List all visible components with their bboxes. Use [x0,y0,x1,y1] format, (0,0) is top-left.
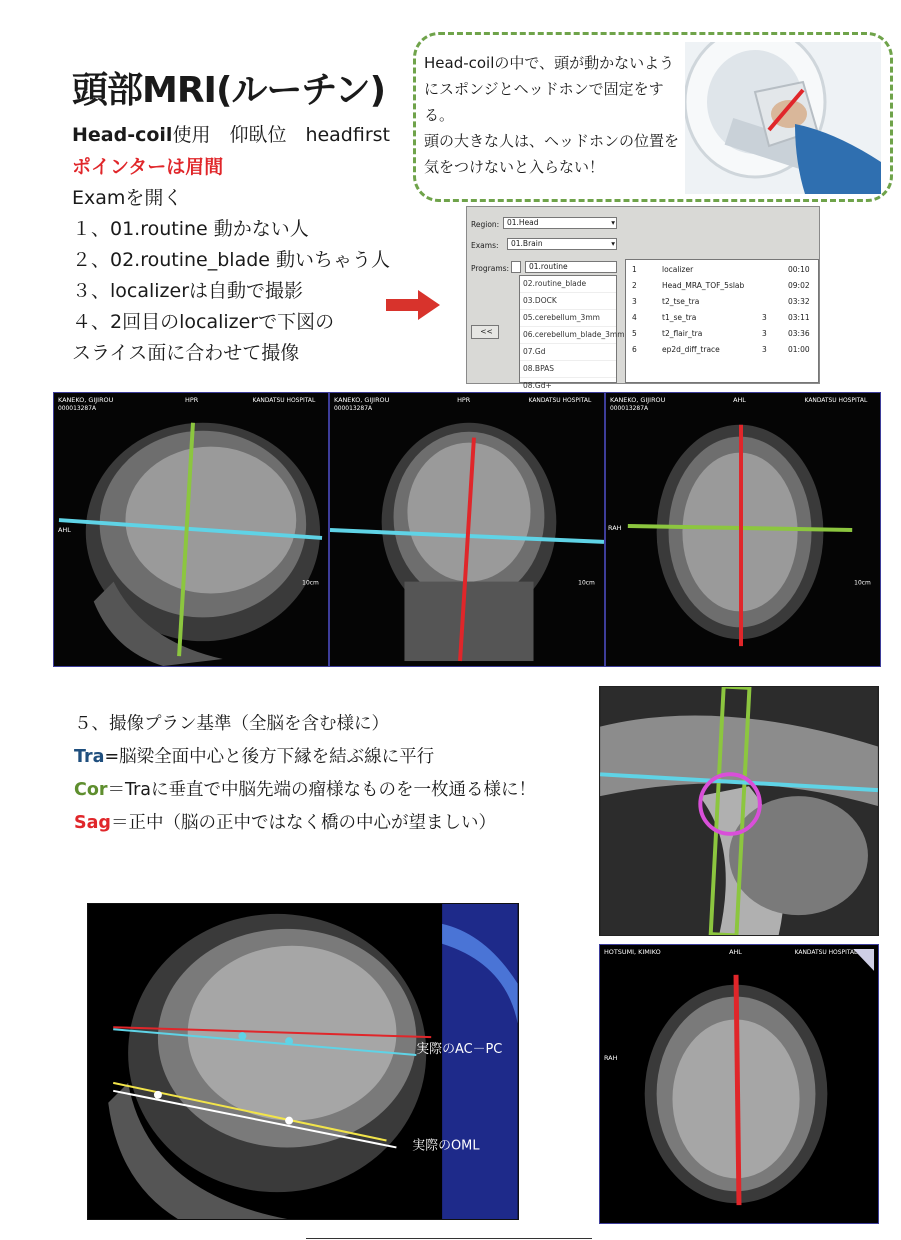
seq-time: 03:11 [788,313,810,322]
seq-name: t2_tse_tra [662,297,700,306]
seq-name: t1_se_tra [662,313,697,322]
exam-text: Examを開く [72,187,183,209]
seq-time: 09:02 [788,281,810,290]
sag-text: ＝正中（脳の正中ではなく橋の中心が望ましい） [110,813,496,833]
plan-heading: ５、撮像プラン基準（全脳を含む様に） [74,714,389,734]
note-text-1: Head-coilの中で、頭が動かないようにスポンジとヘッドホンで固定をする。 [424,54,675,124]
list-item[interactable]: 07.Gd [520,344,616,361]
tra-criterion [74,741,574,774]
exams-value: 01.Brain [511,239,543,248]
protocol-panel [466,206,820,390]
chevron-down-icon: ▾ [611,239,615,248]
mri-patient: KANEKO, GIJIROU [333,395,390,404]
seq-name: Head_MRA_TOF_5slab [662,281,745,290]
seq-icon: 3 [762,329,767,338]
step-4-continued: スライス面に合わせて撮像 [72,342,300,364]
programs-label: Programs: [471,264,510,273]
programs-list[interactable] [519,275,625,390]
cor-criterion [74,774,574,807]
mri-id: 000013287A [609,404,649,412]
programs-select[interactable] [525,261,617,273]
region-value: 01.Head [507,218,539,227]
seq-num: 4 [632,313,637,322]
mri-hospital: KANDATSU HOSPITAL [804,396,868,404]
seq-name: localizer [662,265,694,274]
chevron-down-icon: ▾ [611,218,615,227]
mri-hospital: KANDATSU HOSPITAL [528,396,592,404]
seq-time: 01:00 [788,345,810,354]
mri-id: 000013287A [333,404,373,412]
mri-id: 000013287A [57,404,97,412]
list-item[interactable]: 02.routine_blade [520,276,616,293]
mri-midbrain-zoom [599,686,879,936]
list-item[interactable]: 05.cerebellum_3mm [520,310,616,327]
tra-text: =脳梁全面中心と後方下縁を結ぶ線に平行 [104,747,435,767]
tra-label: Tra [74,747,105,767]
meatus-point [285,1117,293,1125]
note-text-2: 頭の大きな人は、ヘッドホンの位置を気をつけないと入らない！ [424,132,680,176]
list-item[interactable]: 08.BPAS [520,361,616,378]
oml-label: 実際のOML [412,1138,480,1154]
cor-label: Cor [74,780,108,800]
mri-patient: HOTSUMI, KIMIKO [603,947,661,956]
mri-orient: AHL [729,947,742,956]
cor-text: ＝Traに垂直で中脳先端の瘤様なものを一枚通る様に！ [107,780,537,800]
seq-icon: 3 [762,345,767,354]
mri-orient: HPR [185,395,199,404]
mri-hospital: KANDATSU HOSPITAL [252,396,316,404]
mri-hospital: KANDATSU HOSPITAL [794,948,858,956]
sag-line [736,975,739,1205]
step-1: １、01.routine 動かない人 [72,218,309,240]
mri-coronal-localizer [329,392,605,667]
list-item[interactable]: 08.Gd+ [520,378,616,395]
mri-side: RAH [603,1054,618,1063]
sag-label: Sag [74,813,111,833]
coil-photo [685,42,881,194]
programs-value: 01.routine [529,262,568,271]
mri-side: AHL [57,525,71,534]
seq-num: 5 [632,329,637,338]
plan-criteria [74,708,574,840]
step-4: ４、2回目のlocalizerで下図の [72,311,335,333]
exams-label: Exams: [471,241,499,250]
sagittal-reference-diagram [87,903,519,1220]
pc-point [285,1037,293,1045]
mri-patient: KANEKO, GIJIROU [609,395,666,404]
back-button[interactable]: << [471,325,499,339]
mri-axial-localizer [605,392,881,667]
note-text [424,50,684,180]
region-label: Region: [471,220,500,229]
ac-point [238,1032,246,1040]
mri-patient: KANEKO, GIJIROU [57,395,114,404]
acpc-label: 実際のAC－PC [416,1042,503,1058]
page-title: 頭部MRI(ルーチン) [72,70,386,111]
mri-side: RAH [607,523,622,532]
seq-num: 6 [632,345,637,354]
mri-scale: 10cm [854,579,871,587]
seq-num: 1 [632,265,637,274]
coil-rest: 使用 仰臥位 headfirst [172,124,391,146]
seq-time: 03:32 [788,297,810,306]
seq-num: 2 [632,281,637,290]
list-item[interactable]: 03.DOCK [520,293,616,310]
orbit-point [154,1091,162,1099]
coil-bold: Head-coil [72,124,173,146]
seq-num: 3 [632,297,637,306]
seq-name: t2_flair_tra [662,329,703,338]
footer-rule [306,1238,592,1239]
seq-time: 03:36 [788,329,810,338]
seq-name: ep2d_diff_trace [662,345,720,354]
step-2: ２、02.routine_blade 動いちゃう人 [72,249,391,271]
sag-criterion [74,807,574,840]
seq-icon: 3 [762,313,767,322]
seq-time: 00:10 [788,265,810,274]
region-select[interactable] [503,217,617,229]
list-item[interactable]: 06.cerebellum_blade_3mm [520,327,616,344]
mri-scale: 10cm [578,579,595,587]
sequence-list[interactable] [625,259,819,383]
table-row[interactable] [626,340,818,360]
mri-orient: AHL [733,395,746,404]
mri-axial-plan [599,944,879,1224]
step-3: ３、localizerは自動で撮影 [72,280,304,302]
pointer-text: ポインターは眉間 [72,156,224,178]
scroll-up-button[interactable] [511,261,521,273]
mri-sagittal-localizer [53,392,329,667]
mri-scale: 10cm [302,579,319,587]
red-arrow-icon [386,290,440,320]
mri-orient: HPR [457,395,471,404]
exams-select[interactable] [507,238,617,250]
coil-line [72,120,390,147]
